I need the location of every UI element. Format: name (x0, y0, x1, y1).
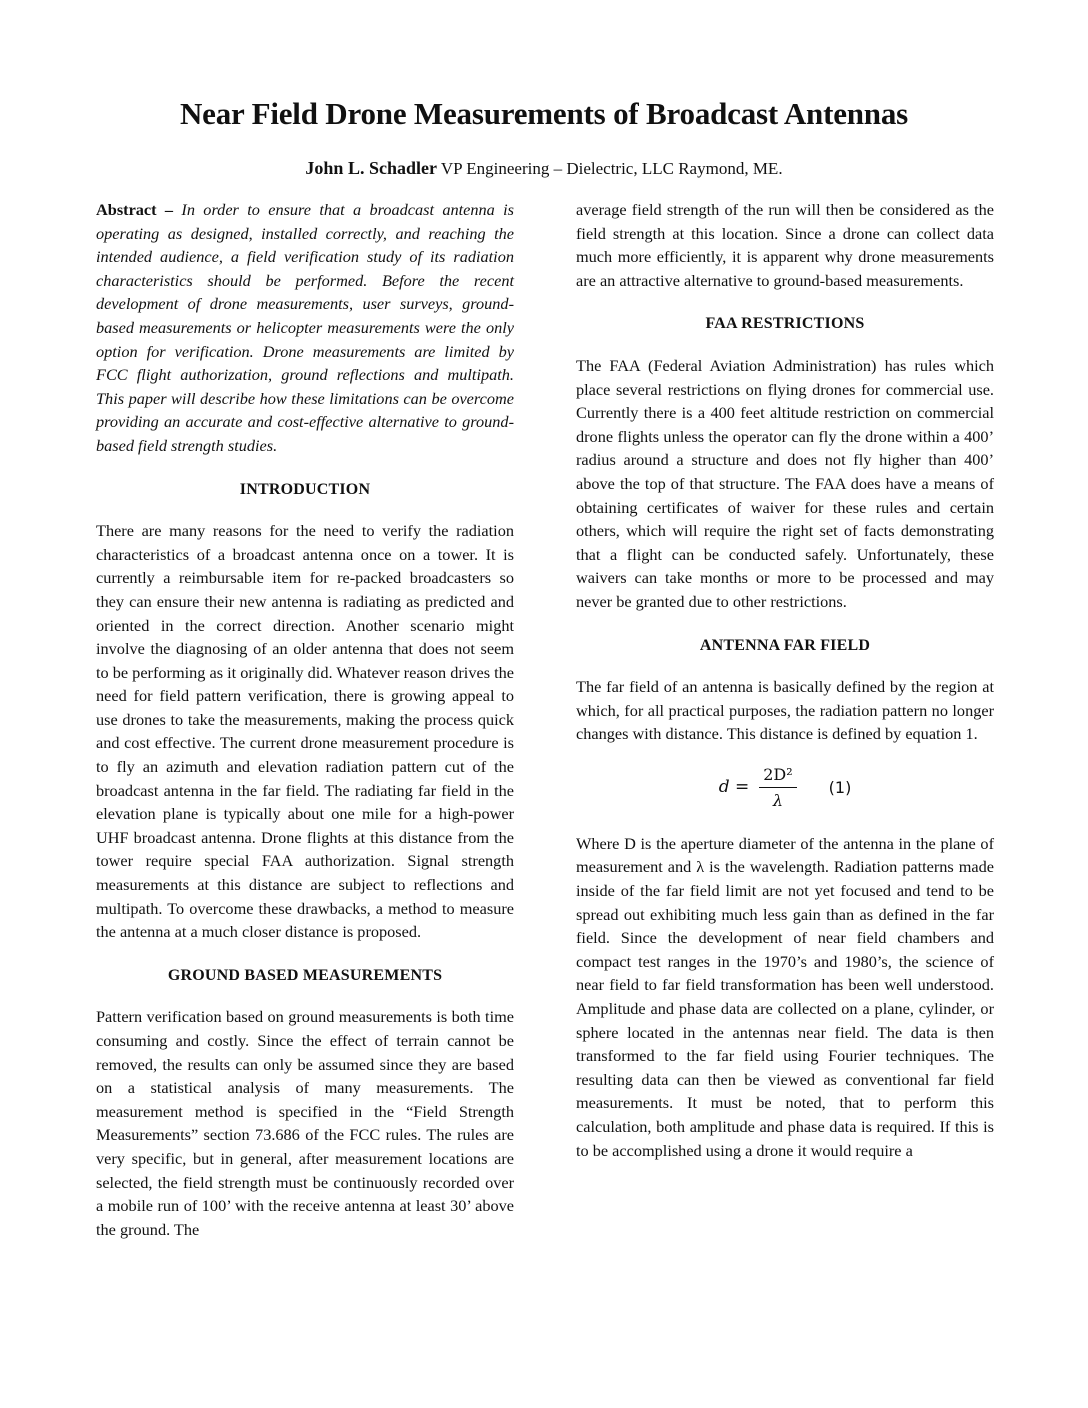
author-affiliation: VP Engineering – Dielectric, LLC Raymond, ME. (440, 159, 783, 178)
equation-number: (1) (828, 778, 852, 798)
equation-1 (576, 764, 994, 812)
ground-measurements-heading: GROUND BASED MEASUREMENTS (167, 966, 443, 984)
introduction-text: There are many reasons for the need to verify the radiation characteristics of a broadcast antenna once on a tower. It is currently a reimbursable item for re-packed broadcasters so they can ensure their new antenna is radiating as predicted and oriented in the correct direction. Another scenario might involve the diagnosing of an older antenna that does not seem to be performing as it originally did. Whatever reason drives the need for field pattern verification, there is growing appeal to use drones to take the measurements, making the process quick and cost effective. The current drone measurement procedure is to fly an azimuth and elevation radiation pattern cut of the broadcast antenna in the far field. The radiating far field in the elevation plane is typically about one mile for a high-power UHF broadcast antenna. Drone flights at this distance from the tower require special FAA authorization. Signal strength measurements at this distance are subject to reflections and multipath. To overcome these drawbacks, a method to measure the antenna at a much closer distance is proposed. (96, 521, 514, 942)
faa-restrictions-text: The FAA (Federal Aviation Administration) has rules which place several restrictions on flying drones for commercial use. Currently there is a 400 feet altitude restriction on commercial drone flights unless the operator can fly the drone within a 400’ radius around a structure and does not fly higher than 400’ above the top of that structure. The FAA does have a means of obtaining certificates of waiver for these rules and certain others, which will require the right set of facts demonstrating that a flight can be conducted safely. Unfortunately, these waivers can take months or more to be processed and may never be granted due to other restrictions. (576, 355, 994, 611)
far-field-text: The far field of an antenna is basically defined by the region at which, for all practical purposes, the radiation pattern no longer changes with distance. This distance is defined by equation 1. (576, 677, 994, 744)
equation-numerator: 2D² (759, 763, 796, 789)
abstract-text: In order to ensure that a broadcast antenna is operating as designed, installed correctly, and reaching the intended audience, a field verification study of its radiation characteristics should be performed. Before the recent development of drone measurements, user surveys, ground-based measurements or helicopter measurements were the only option for verification. Drone measurements are limited by FCC flight authorization, ground reflections and multipath. This paper will describe how these limitations can be overcome providing an accurate and cost-effective alternative to ground-based field strength studies. (96, 200, 514, 455)
right-column (576, 198, 994, 1162)
ground-measurements-text: Pattern verification based on ground measurements is both time consuming and costly. Since the effect of terrain cannot be removed, the results can only be assumed since they are based on a statistical analysis of many measurements. The measurement method is specified in the “Field Strength Measurements” section 73.686 of the FCC rules. The rules are very specific, but in general, after measurement locations are selected, the field strength must be continuously recorded over a mobile run of 100’ with the receive antenna at least 30’ above the ground. The (96, 1007, 514, 1239)
equation-lhs: d = (718, 777, 750, 798)
abstract (96, 198, 514, 458)
author-line (0, 158, 1088, 179)
introduction-heading: INTRODUCTION (239, 480, 371, 498)
far-field-heading: ANTENNA FAR FIELD (699, 636, 871, 654)
paper-title: Near Field Drone Measurements of Broadcast Antennas (179, 96, 909, 131)
abstract-label: Abstract – (96, 200, 174, 219)
author-name: John L. Schadler (305, 158, 437, 178)
left-column (96, 198, 514, 1241)
equation-denominator: λ (772, 791, 783, 811)
ground-measurements-continued: average field strength of the run will then be considered as the field strength at this location. Since a drone can collect data much more efficiently, it is apparent why drone measurements are an attractive alternative to ground-based measurements. (576, 200, 994, 290)
equation-fraction (759, 763, 796, 813)
faa-restrictions-heading: FAA RESTRICTIONS (705, 315, 865, 333)
far-field-text-continued: Where D is the aperture diameter of the antenna in the plane of measurement and λ is the wavelength. Radiation patterns made inside of the far field limit are not yet focused and tend to be spread out exhibiting much less gain than as defined in the far field. Since the development of near field chambers and compact test ranges in the 1970’s and 1980’s, the science of near field to far field transformation has been well understood. Amplitude and phase data are collected on a plane, cylinder, or sphere located in the antennas near field. The data is then transformed to the far field using Fourier techniques. The resulting data can then be viewed as conventional far field measurements. It must be noted, that to perform this calculation, both amplitude and phase data is required. If this is to be accomplished using a drone it would require a (576, 833, 994, 1160)
